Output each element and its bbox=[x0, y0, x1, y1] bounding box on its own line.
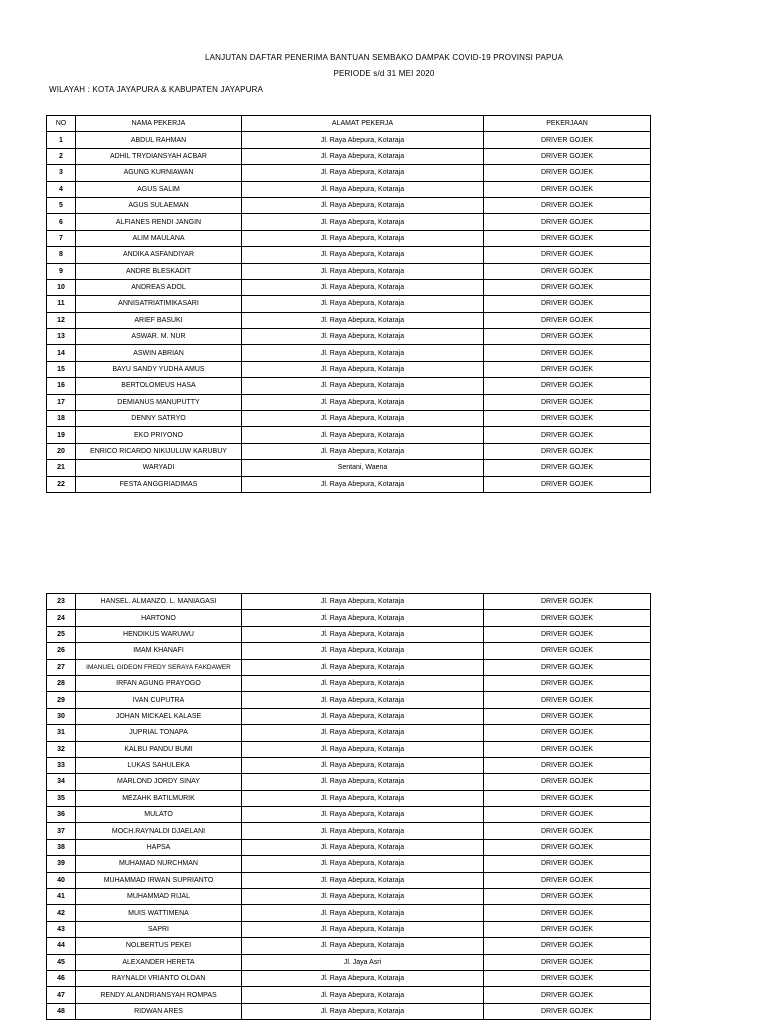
cell-job: DRIVER GOJEK bbox=[484, 230, 651, 246]
cell-job: DRIVER GOJEK bbox=[484, 692, 651, 708]
cell-job: DRIVER GOJEK bbox=[484, 872, 651, 888]
cell-name: AGUNG KURNIAWAN bbox=[76, 165, 242, 181]
cell-address: Jl. Raya Abepura, Kotaraja bbox=[242, 741, 484, 757]
cell-name: ANDIKA ASFANDIYAR bbox=[76, 247, 242, 263]
cell-no: 22 bbox=[47, 476, 76, 492]
table-row bbox=[47, 443, 651, 459]
column-header-name: NAMA PEKERJA bbox=[76, 116, 242, 132]
cell-no: 41 bbox=[47, 889, 76, 905]
cell-job: DRIVER GOJEK bbox=[484, 807, 651, 823]
cell-job: DRIVER GOJEK bbox=[484, 411, 651, 427]
cell-no: 36 bbox=[47, 807, 76, 823]
cell-no: 2 bbox=[47, 148, 76, 164]
cell-address: Jl. Raya Abepura, Kotaraja bbox=[242, 757, 484, 773]
cell-no: 5 bbox=[47, 197, 76, 213]
cell-address: Jl. Raya Abepura, Kotaraja bbox=[242, 790, 484, 806]
table-row bbox=[47, 427, 651, 443]
cell-address: Jl. Raya Abepura, Kotaraja bbox=[242, 889, 484, 905]
cell-no: 6 bbox=[47, 214, 76, 230]
table-row bbox=[47, 675, 651, 691]
cell-name: FESTA ANGGRIADIMAS bbox=[76, 476, 242, 492]
cell-job: DRIVER GOJEK bbox=[484, 954, 651, 970]
cell-address: Jl. Raya Abepura, Kotaraja bbox=[242, 148, 484, 164]
cell-no: 30 bbox=[47, 708, 76, 724]
cell-name: ANDREAS ADOL bbox=[76, 279, 242, 295]
cell-address: Jl. Raya Abepura, Kotaraja bbox=[242, 1003, 484, 1019]
cell-name: IVAN CUPUTRA bbox=[76, 692, 242, 708]
cell-address: Jl. Raya Abepura, Kotaraja bbox=[242, 247, 484, 263]
cell-address: Jl. Raya Abepura, Kotaraja bbox=[242, 594, 484, 610]
cell-no: 15 bbox=[47, 361, 76, 377]
cell-job: DRIVER GOJEK bbox=[484, 181, 651, 197]
document-region: WILAYAH : KOTA JAYAPURA & KABUPATEN JAYAPURA bbox=[49, 85, 264, 94]
cell-no: 12 bbox=[47, 312, 76, 328]
cell-address: Jl. Raya Abepura, Kotaraja bbox=[242, 626, 484, 642]
cell-address: Jl. Raya Abepura, Kotaraja bbox=[242, 807, 484, 823]
table-row bbox=[47, 181, 651, 197]
cell-job: DRIVER GOJEK bbox=[484, 905, 651, 921]
cell-job: DRIVER GOJEK bbox=[484, 741, 651, 757]
table-row bbox=[47, 807, 651, 823]
cell-name: JOHAN MICKAEL KALASE bbox=[76, 708, 242, 724]
cell-address: Jl. Raya Abepura, Kotaraja bbox=[242, 610, 484, 626]
cell-address: Jl. Raya Abepura, Kotaraja bbox=[242, 443, 484, 459]
table-row bbox=[47, 921, 651, 937]
cell-address: Jl. Raya Abepura, Kotaraja bbox=[242, 296, 484, 312]
cell-no: 21 bbox=[47, 460, 76, 476]
cell-name: ENRICO RICARDO NIKIJULUW KARUBUY bbox=[76, 443, 242, 459]
cell-job: DRIVER GOJEK bbox=[484, 594, 651, 610]
cell-address: Jl. Raya Abepura, Kotaraja bbox=[242, 394, 484, 410]
cell-name: ALIM MAULANA bbox=[76, 230, 242, 246]
cell-no: 34 bbox=[47, 774, 76, 790]
cell-address: Jl. Raya Abepura, Kotaraja bbox=[242, 856, 484, 872]
cell-address: Jl. Raya Abepura, Kotaraja bbox=[242, 675, 484, 691]
document-title: LANJUTAN DAFTAR PENERIMA BANTUAN SEMBAKO DAMPAK COVID-19 PROVINSI PAPUA bbox=[204, 53, 564, 62]
cell-name: ALFIANES RENDI JANGIN bbox=[76, 214, 242, 230]
cell-address: Jl. Raya Abepura, Kotaraja bbox=[242, 230, 484, 246]
cell-address: Jl. Raya Abepura, Kotaraja bbox=[242, 725, 484, 741]
cell-name: HAPSA bbox=[76, 839, 242, 855]
cell-no: 38 bbox=[47, 839, 76, 855]
table-row bbox=[47, 230, 651, 246]
cell-address: Jl. Raya Abepura, Kotaraja bbox=[242, 378, 484, 394]
table-row bbox=[47, 659, 651, 675]
cell-name: ABDUL RAHMAN bbox=[76, 132, 242, 148]
cell-job: DRIVER GOJEK bbox=[484, 1003, 651, 1019]
cell-name: RAYNALDI VRIANTO OLOAN bbox=[76, 970, 242, 986]
cell-no: 28 bbox=[47, 675, 76, 691]
cell-address: Jl. Raya Abepura, Kotaraja bbox=[242, 361, 484, 377]
cell-name: IMANUEL GIDEON FREDY SERAYA FAKDAWER bbox=[76, 659, 242, 675]
table-row bbox=[47, 476, 651, 492]
table-row bbox=[47, 774, 651, 790]
cell-address: Jl. Jaya Asri bbox=[242, 954, 484, 970]
cell-no: 11 bbox=[47, 296, 76, 312]
table-row bbox=[47, 987, 651, 1003]
table-row bbox=[47, 889, 651, 905]
cell-address: Jl. Raya Abepura, Kotaraja bbox=[242, 476, 484, 492]
cell-no: 7 bbox=[47, 230, 76, 246]
cell-job: DRIVER GOJEK bbox=[484, 263, 651, 279]
cell-address: Jl. Raya Abepura, Kotaraja bbox=[242, 774, 484, 790]
cell-name: MULATO bbox=[76, 807, 242, 823]
table-row bbox=[47, 165, 651, 181]
cell-name: MARLOND JORDY SINAY bbox=[76, 774, 242, 790]
cell-job: DRIVER GOJEK bbox=[484, 197, 651, 213]
cell-name: ANNISATRIATIMIKASARI bbox=[76, 296, 242, 312]
cell-no: 27 bbox=[47, 659, 76, 675]
cell-name: MUHAMMAD RIJAL bbox=[76, 889, 242, 905]
table-row bbox=[47, 970, 651, 986]
cell-name: MOCH.RAYNALDI DJAELANI bbox=[76, 823, 242, 839]
cell-address: Jl. Raya Abepura, Kotaraja bbox=[242, 921, 484, 937]
table-row bbox=[47, 757, 651, 773]
cell-no: 3 bbox=[47, 165, 76, 181]
cell-address: Jl. Raya Abepura, Kotaraja bbox=[242, 938, 484, 954]
cell-no: 47 bbox=[47, 987, 76, 1003]
cell-address: Jl. Raya Abepura, Kotaraja bbox=[242, 905, 484, 921]
cell-name: HENDIKUS WARUWU bbox=[76, 626, 242, 642]
cell-job: DRIVER GOJEK bbox=[484, 460, 651, 476]
table-row bbox=[47, 708, 651, 724]
column-header-no: NO bbox=[47, 116, 76, 132]
cell-no: 19 bbox=[47, 427, 76, 443]
cell-no: 24 bbox=[47, 610, 76, 626]
cell-address: Jl. Raya Abepura, Kotaraja bbox=[242, 659, 484, 675]
table-row bbox=[47, 329, 651, 345]
table-row bbox=[47, 263, 651, 279]
table-row bbox=[47, 214, 651, 230]
cell-no: 1 bbox=[47, 132, 76, 148]
cell-address: Jl. Raya Abepura, Kotaraja bbox=[242, 872, 484, 888]
cell-name: AGUS SULAEMAN bbox=[76, 197, 242, 213]
cell-no: 43 bbox=[47, 921, 76, 937]
cell-name: KALBU PANDU BUMI bbox=[76, 741, 242, 757]
table-row bbox=[47, 132, 651, 148]
table-row bbox=[47, 394, 651, 410]
cell-address: Jl. Raya Abepura, Kotaraja bbox=[242, 643, 484, 659]
cell-job: DRIVER GOJEK bbox=[484, 889, 651, 905]
cell-job: DRIVER GOJEK bbox=[484, 312, 651, 328]
cell-no: 25 bbox=[47, 626, 76, 642]
cell-name: JUPRIAL TONAPA bbox=[76, 725, 242, 741]
cell-address: Jl. Raya Abepura, Kotaraja bbox=[242, 839, 484, 855]
cell-job: DRIVER GOJEK bbox=[484, 214, 651, 230]
cell-job: DRIVER GOJEK bbox=[484, 427, 651, 443]
cell-job: DRIVER GOJEK bbox=[484, 643, 651, 659]
table-row bbox=[47, 361, 651, 377]
cell-name: ALEXANDER HERETA bbox=[76, 954, 242, 970]
table-row bbox=[47, 1003, 651, 1019]
cell-address: Jl. Raya Abepura, Kotaraja bbox=[242, 970, 484, 986]
cell-no: 44 bbox=[47, 938, 76, 954]
cell-address: Sentani, Waena bbox=[242, 460, 484, 476]
cell-job: DRIVER GOJEK bbox=[484, 823, 651, 839]
cell-address: Jl. Raya Abepura, Kotaraja bbox=[242, 197, 484, 213]
cell-job: DRIVER GOJEK bbox=[484, 708, 651, 724]
cell-job: DRIVER GOJEK bbox=[484, 774, 651, 790]
table-row bbox=[47, 148, 651, 164]
cell-no: 39 bbox=[47, 856, 76, 872]
table-row bbox=[47, 790, 651, 806]
cell-no: 35 bbox=[47, 790, 76, 806]
cell-job: DRIVER GOJEK bbox=[484, 675, 651, 691]
table-row bbox=[47, 594, 651, 610]
recipients-table-part-1 bbox=[46, 115, 651, 493]
cell-job: DRIVER GOJEK bbox=[484, 345, 651, 361]
cell-no: 16 bbox=[47, 378, 76, 394]
cell-name: WARYADI bbox=[76, 460, 242, 476]
table-row bbox=[47, 741, 651, 757]
cell-name: IRFAN AGUNG PRAYOGO bbox=[76, 675, 242, 691]
cell-name: ASWAR. M. NUR bbox=[76, 329, 242, 345]
cell-job: DRIVER GOJEK bbox=[484, 725, 651, 741]
cell-no: 10 bbox=[47, 279, 76, 295]
cell-job: DRIVER GOJEK bbox=[484, 610, 651, 626]
cell-job: DRIVER GOJEK bbox=[484, 839, 651, 855]
cell-no: 20 bbox=[47, 443, 76, 459]
table-row bbox=[47, 954, 651, 970]
cell-job: DRIVER GOJEK bbox=[484, 757, 651, 773]
table-body-part-2 bbox=[47, 594, 651, 1020]
cell-address: Jl. Raya Abepura, Kotaraja bbox=[242, 708, 484, 724]
table-row bbox=[47, 247, 651, 263]
cell-name: DEMIANUS MANUPUTTY bbox=[76, 394, 242, 410]
cell-name: ADHIL TRYDIANSYAH ACBAR bbox=[76, 148, 242, 164]
cell-address: Jl. Raya Abepura, Kotaraja bbox=[242, 692, 484, 708]
cell-job: DRIVER GOJEK bbox=[484, 329, 651, 345]
cell-no: 31 bbox=[47, 725, 76, 741]
table-row bbox=[47, 279, 651, 295]
cell-no: 33 bbox=[47, 757, 76, 773]
cell-job: DRIVER GOJEK bbox=[484, 132, 651, 148]
table-row bbox=[47, 197, 651, 213]
cell-job: DRIVER GOJEK bbox=[484, 790, 651, 806]
table-row bbox=[47, 610, 651, 626]
cell-address: Jl. Raya Abepura, Kotaraja bbox=[242, 214, 484, 230]
cell-name: ARIEF BASUKI bbox=[76, 312, 242, 328]
cell-job: DRIVER GOJEK bbox=[484, 165, 651, 181]
cell-name: DENNY SATRYO bbox=[76, 411, 242, 427]
cell-address: Jl. Raya Abepura, Kotaraja bbox=[242, 279, 484, 295]
table-row bbox=[47, 312, 651, 328]
table-body-part-1 bbox=[47, 132, 651, 493]
cell-no: 45 bbox=[47, 954, 76, 970]
cell-name: SAPRI bbox=[76, 921, 242, 937]
table-header-row bbox=[47, 116, 651, 132]
cell-job: DRIVER GOJEK bbox=[484, 476, 651, 492]
cell-job: DRIVER GOJEK bbox=[484, 394, 651, 410]
cell-address: Jl. Raya Abepura, Kotaraja bbox=[242, 312, 484, 328]
cell-address: Jl. Raya Abepura, Kotaraja bbox=[242, 345, 484, 361]
table-row bbox=[47, 823, 651, 839]
cell-name: LUKAS SAHULEKA bbox=[76, 757, 242, 773]
cell-no: 13 bbox=[47, 329, 76, 345]
table-row bbox=[47, 296, 651, 312]
cell-no: 8 bbox=[47, 247, 76, 263]
table-row bbox=[47, 643, 651, 659]
column-header-address: ALAMAT PEKERJA bbox=[242, 116, 484, 132]
cell-no: 4 bbox=[47, 181, 76, 197]
cell-job: DRIVER GOJEK bbox=[484, 247, 651, 263]
cell-name: EKO PRIYONO bbox=[76, 427, 242, 443]
cell-job: DRIVER GOJEK bbox=[484, 921, 651, 937]
table-row bbox=[47, 378, 651, 394]
cell-name: IMAM KHANAFI bbox=[76, 643, 242, 659]
recipients-table-part-2 bbox=[46, 593, 651, 1020]
cell-address: Jl. Raya Abepura, Kotaraja bbox=[242, 132, 484, 148]
cell-no: 46 bbox=[47, 970, 76, 986]
cell-job: DRIVER GOJEK bbox=[484, 443, 651, 459]
cell-name: MUIS WATTIMENA bbox=[76, 905, 242, 921]
cell-address: Jl. Raya Abepura, Kotaraja bbox=[242, 165, 484, 181]
cell-address: Jl. Raya Abepura, Kotaraja bbox=[242, 987, 484, 1003]
cell-no: 14 bbox=[47, 345, 76, 361]
cell-job: DRIVER GOJEK bbox=[484, 659, 651, 675]
cell-name: ANDRE BLESKADIT bbox=[76, 263, 242, 279]
cell-name: MUHAMAD NURCHMAN bbox=[76, 856, 242, 872]
cell-name: RENDY ALANDRIANSYAH ROMPAS bbox=[76, 987, 242, 1003]
cell-name: AGUS SALIM bbox=[76, 181, 242, 197]
table-row bbox=[47, 856, 651, 872]
cell-job: DRIVER GOJEK bbox=[484, 279, 651, 295]
cell-name: MUHAMMAD IRWAN SUPRIANTO bbox=[76, 872, 242, 888]
cell-job: DRIVER GOJEK bbox=[484, 361, 651, 377]
cell-job: DRIVER GOJEK bbox=[484, 626, 651, 642]
table-row bbox=[47, 626, 651, 642]
cell-address: Jl. Raya Abepura, Kotaraja bbox=[242, 181, 484, 197]
table-row bbox=[47, 872, 651, 888]
cell-address: Jl. Raya Abepura, Kotaraja bbox=[242, 823, 484, 839]
table-row bbox=[47, 411, 651, 427]
column-header-job: PEKERJAAN bbox=[484, 116, 651, 132]
cell-name: BAYU SANDY YUDHA AMUS bbox=[76, 361, 242, 377]
table-row bbox=[47, 839, 651, 855]
cell-no: 26 bbox=[47, 643, 76, 659]
cell-name: HARTONO bbox=[76, 610, 242, 626]
table-row bbox=[47, 905, 651, 921]
cell-name: RIDWAN ARES bbox=[76, 1003, 242, 1019]
cell-no: 40 bbox=[47, 872, 76, 888]
cell-address: Jl. Raya Abepura, Kotaraja bbox=[242, 411, 484, 427]
document-period: PERIODE s/d 31 MEI 2020 bbox=[333, 69, 435, 78]
cell-no: 18 bbox=[47, 411, 76, 427]
cell-name: BERTOLOMEUS HASA bbox=[76, 378, 242, 394]
table-row bbox=[47, 725, 651, 741]
cell-job: DRIVER GOJEK bbox=[484, 970, 651, 986]
cell-address: Jl. Raya Abepura, Kotaraja bbox=[242, 263, 484, 279]
table-row bbox=[47, 938, 651, 954]
cell-no: 9 bbox=[47, 263, 76, 279]
cell-no: 23 bbox=[47, 594, 76, 610]
cell-no: 42 bbox=[47, 905, 76, 921]
cell-job: DRIVER GOJEK bbox=[484, 378, 651, 394]
cell-job: DRIVER GOJEK bbox=[484, 148, 651, 164]
cell-name: ASWIN ABRIAN bbox=[76, 345, 242, 361]
cell-name: NOLBERTUS PEKEI bbox=[76, 938, 242, 954]
cell-no: 48 bbox=[47, 1003, 76, 1019]
cell-name: HANSEL. ALMANZO. L. MANIAGASI bbox=[76, 594, 242, 610]
cell-address: Jl. Raya Abepura, Kotaraja bbox=[242, 427, 484, 443]
table-row bbox=[47, 345, 651, 361]
cell-no: 37 bbox=[47, 823, 76, 839]
table-row bbox=[47, 460, 651, 476]
cell-no: 32 bbox=[47, 741, 76, 757]
cell-address: Jl. Raya Abepura, Kotaraja bbox=[242, 329, 484, 345]
cell-no: 17 bbox=[47, 394, 76, 410]
cell-job: DRIVER GOJEK bbox=[484, 987, 651, 1003]
cell-job: DRIVER GOJEK bbox=[484, 938, 651, 954]
table-row bbox=[47, 692, 651, 708]
cell-job: DRIVER GOJEK bbox=[484, 856, 651, 872]
cell-name: MEZAHK BATILMURIK bbox=[76, 790, 242, 806]
cell-job: DRIVER GOJEK bbox=[484, 296, 651, 312]
cell-no: 29 bbox=[47, 692, 76, 708]
